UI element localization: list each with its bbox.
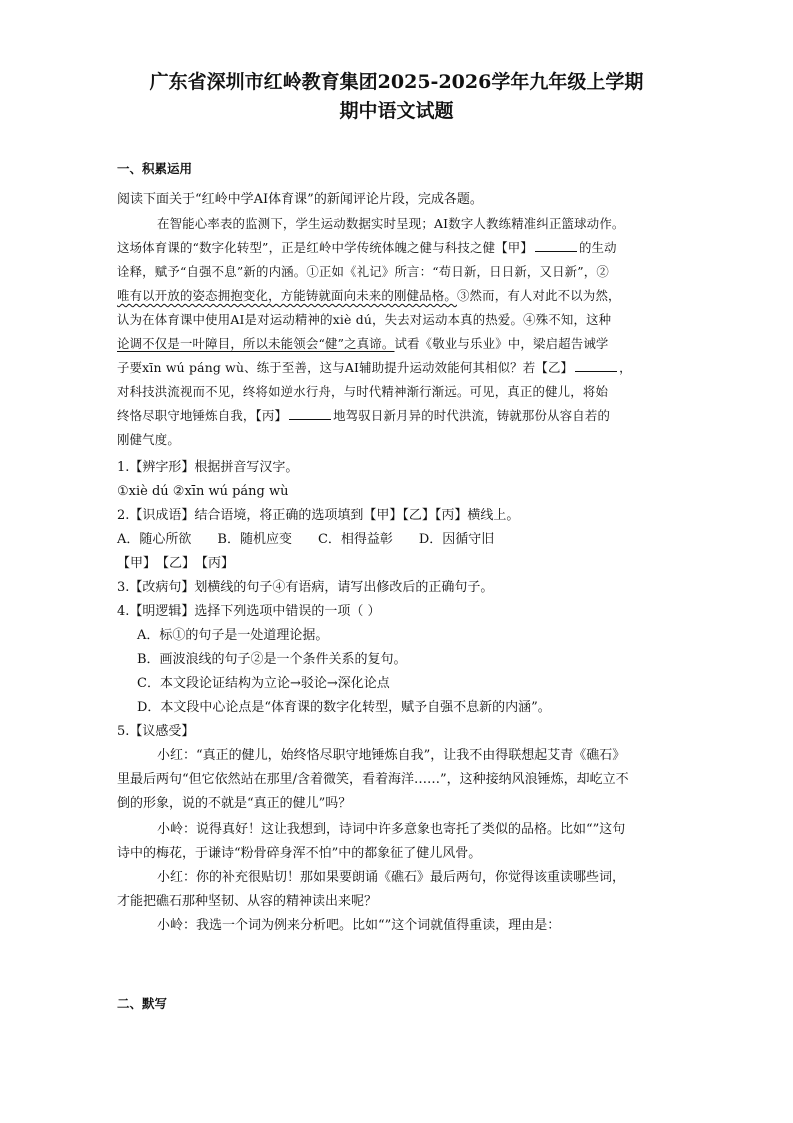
- passage-line-1: 在智能心率表的监测下，学生运动数据实时呈现；AI数字人教练精准纠正篮球动作。: [157, 216, 625, 231]
- dialogue-1-line-1: 小红：“真正的健儿，始终恪尽职守地锤炼自我”，让我不由得联想起艾青《礁石》: [157, 748, 626, 763]
- passage-line-8: 对科技洪流视而不见，终将如逆水行舟，与时代精神渐行渐远。可见，真正的健儿，将始: [117, 384, 609, 399]
- question-2-options: A．随心所欲 B．随机应变 C．相得益彰 D．因循守旧: [117, 532, 495, 547]
- dialogue-2-line-1: 小岭：说得真好！这让我想到，诗词中许多意象也寄托了类似的品格。比如“”这句: [157, 822, 626, 837]
- blank-yi[interactable]: [575, 359, 617, 372]
- question-4-option-b: B．画波浪线的句子②是一个条件关系的复句。: [137, 652, 407, 667]
- passage-line-2: 这场体育课的“数字化转型”，正是红岭中学传统体魄之健与科技之健【甲】 的生动: [117, 240, 617, 255]
- passage-line-4: 唯有以开放的姿态拥抱变化，方能铸就面向未来的刚健品格。③然而，有人对此不以为然，: [117, 288, 621, 303]
- passage-line-3: 诠释，赋予“自强不息”新的内涵。①正如《礼记》所言：“苟日新，日日新，又日新”，②: [117, 264, 609, 279]
- question-4-option-c: C．本文段论证结构为立论→驳论→深化论点: [137, 676, 390, 691]
- passage-line-6: 论调不仅是一叶障目，所以未能领会“健”之真谛。试看《敬业与乐业》中，梁启超告诫学: [117, 336, 609, 351]
- intro-text: 阅读下面关于“红岭中学AI体育课”的新闻评论片段，完成各题。: [117, 192, 483, 207]
- exam-title-line1: 广东省深圳市红岭教育集团2025-2026学年九年级上学期: [149, 71, 644, 93]
- exam-title-line2: 期中语文试题: [339, 100, 454, 122]
- dialogue-3-line-1: 小红：你的补充很贴切！那如果要朗诵《礁石》最后两句，你觉得该重读哪些词，: [157, 870, 626, 885]
- passage-line-7: 子要xīn wú páng wù、练于至善，这与AI辅助提升运动效能何其相似？若【乙】 ，: [117, 360, 632, 375]
- wavy-sentence-2: 唯有以开放的姿态拥抱变化，方能铸就面向未来的刚健品格。: [117, 288, 457, 303]
- dialogue-3-line-2: 才能把礁石那种坚韧、从容的精神读出来呢？: [117, 894, 378, 909]
- passage-line-10: 刚健气度。: [117, 432, 180, 447]
- section-heading-1: 一、积累运用: [117, 161, 193, 176]
- section-heading-2: 二、默写: [117, 996, 168, 1011]
- passage-line-9: 终恪尽职守地锤炼自我，【丙】 地驾驭日新月异的时代洪流，铸就那份从容自若的: [117, 408, 611, 423]
- blank-jia[interactable]: [535, 239, 577, 252]
- question-4-option-a: A．标①的句子是一处道理论据。: [137, 628, 329, 643]
- passage-line-5: 认为在体育课中使用AI是对运动精神的xiè dú，失去对运动本真的热爱。④殊不知，这种: [117, 312, 612, 327]
- question-2: 2.【识成语】结合语境，将正确的选项填到【甲】【乙】【丙】横线上。: [117, 508, 520, 523]
- dialogue-1-line-2: 里最后两句“但它依然站在那里/含着微笑，看着海洋……”，这种接纳风浪锤炼，却屹立不: [117, 772, 629, 787]
- question-4-option-d: D．本文段中心论点是“体育课的数字化转型，赋予自强不息新的内涵”。: [137, 700, 551, 715]
- question-1-sub: ①xiè dú ②xīn wú páng wù: [117, 484, 289, 499]
- question-2-slots: 【甲】 【乙】 【丙】: [117, 556, 235, 571]
- underlined-sentence-4: 论调不仅是一叶障目，所以未能领会“健”之真谛。: [117, 336, 395, 351]
- question-3: 3.【改病句】划横线的句子④有语病，请写出修改后的正确句子。: [117, 580, 494, 595]
- blank-bing[interactable]: [289, 407, 331, 420]
- dialogue-1-line-3: 倒的形象，说的不就是“真正的健儿”吗？: [117, 796, 352, 811]
- dialogue-4-line-1: 小岭：我选一个词为例来分析吧。比如“”这个词就值得重读，理由是：: [157, 918, 561, 933]
- question-4: 4.【明逻辑】选择下列选项中错误的一项（ ）: [117, 604, 381, 619]
- question-5: 5.【议感受】: [117, 724, 195, 739]
- dialogue-2-line-2: 诗中的梅花，于谦诗“粉骨碎身浑不怕”中的都象征了健儿风骨。: [117, 846, 482, 861]
- question-1: 1.【辨字形】根据拼音写汉字。: [117, 460, 299, 475]
